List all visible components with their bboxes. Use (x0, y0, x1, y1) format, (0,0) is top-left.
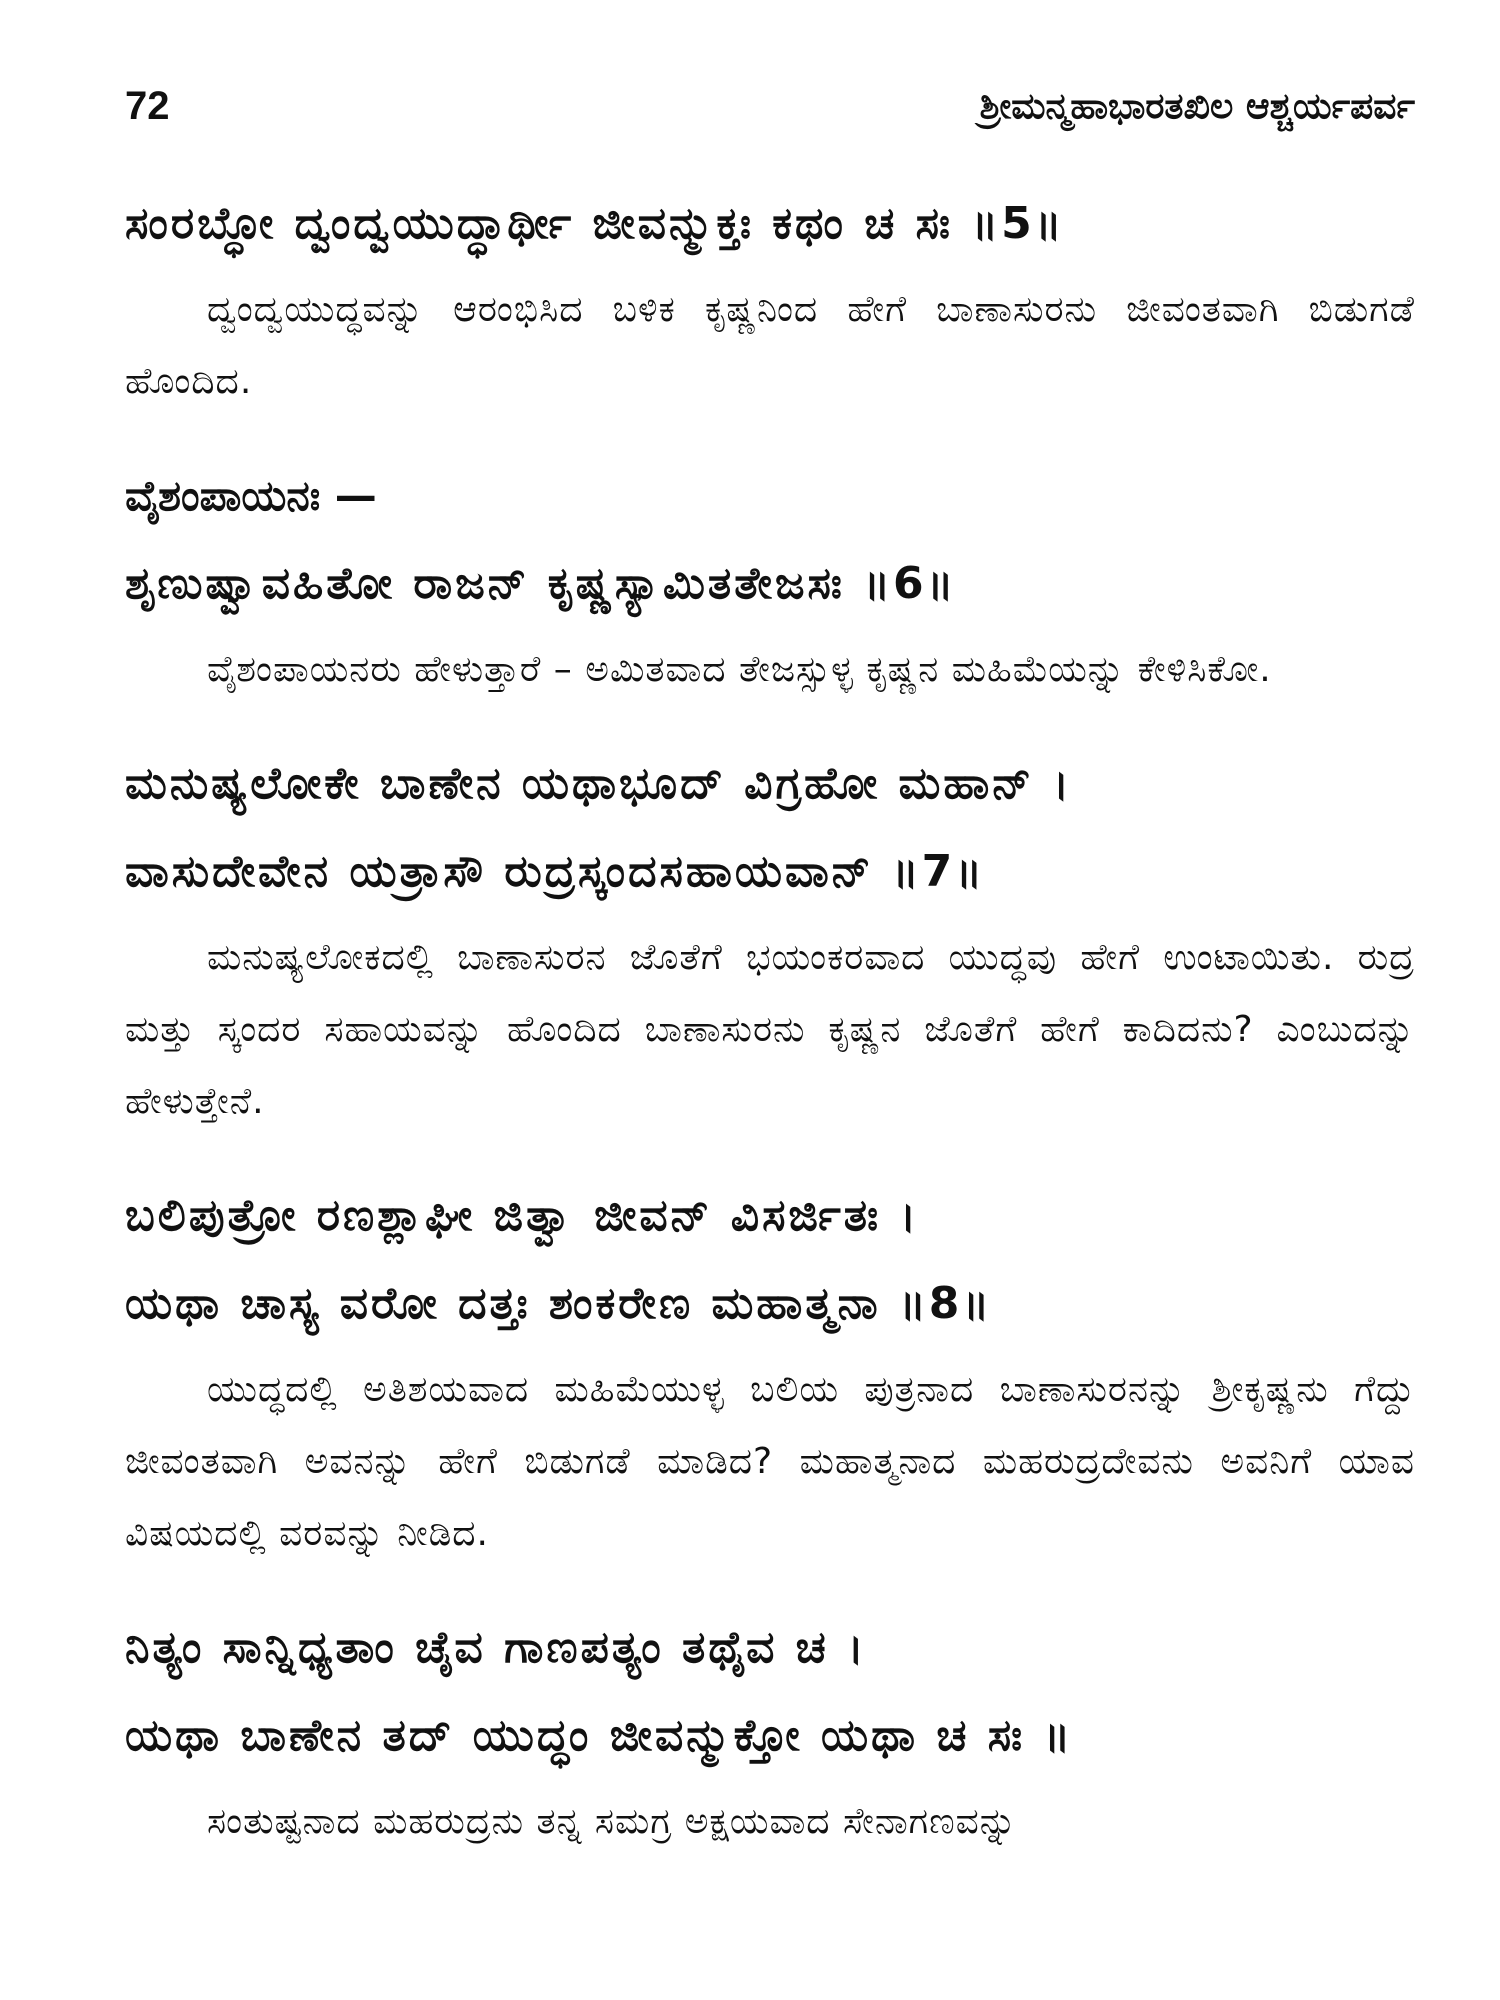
verse-7-line-2: ವಾಸುದೇವೇನ ಯತ್ರಾಸೌ ರುದ್ರಸ್ಕಂದಸಹಾಯವಾನ್ ॥7॥ (125, 846, 986, 897)
page-number: 72 (125, 84, 170, 128)
running-title: ಶ್ರೀಮನ್ಮಹಾಭಾರತಖಿಲ ಆಶ್ಚರ್ಯಪರ್ವ (979, 86, 1415, 127)
page-content (125, 180, 1415, 1892)
translation-6: ವೈಶಂಪಾಯನರು ಹೇಳುತ್ತಾರೆ – ಅಮಿತವಾದ ತೇಜಸ್ಸುಳ್ಳ ಕೃಷ್ಣನ ಮಹಿಮೆಯನ್ನು ಕೇಳಿಸಿಕೋ. (207, 649, 1272, 690)
translation-8: ಯುದ್ಧದಲ್ಲಿ ಅತಿಶಯವಾದ ಮಹಿಮೆಯುಳ್ಳ ಬಲಿಯ ಪುತ್ರನಾದ ಬಾಣಾಸುರನನ್ನು ಶ್ರೀಕೃಷ್ಣನು ಗೆದ್ದು ಜೀವಂತವಾಗಿ ಅವನನ್ನು ಹೇಗೆ ಬಿಡುಗಡೆ ಮಾಡಿದ? ಮಹಾತ್ಮನಾದ ಮಹರುದ್ರದೇವನು ಅವನಿಗೆ ಯಾವ ವಿಷಯದಲ್ಲಿ ವರವನ್ನು ನೀಡಿದ. (125, 1369, 1415, 1554)
verse-8-line-2: ಯಥಾ ಚಾಸ್ಯ ವರೋ ದತ್ತಃ ಶಂಕರೇಣ ಮಹಾತ್ಮನಾ ॥8॥ (125, 1278, 993, 1329)
verse-5: ಸಂರಬ್ಧೋ ದ್ವಂದ್ವಯುದ್ಧಾರ್ಥೀ ಜೀವನ್ಮುಕ್ತಃ ಕಥಂ ಚ ಸಃ ॥5॥ (125, 198, 1065, 249)
verse-9-line-2: ಯಥಾ ಬಾಣೇನ ತದ್ ಯುದ್ಧಂ ಜೀವನ್ಮುಕ್ತೋ ಯಥಾ ಚ ಸಃ ॥ (125, 1710, 1074, 1761)
verse-6: ಶೃಣುಷ್ವಾವಹಿತೋ ರಾಜನ್ ಕೃಷ್ಣಸ್ಯಾಮಿತತೇಜಸಃ ॥6॥ (125, 558, 957, 609)
page-header (125, 84, 1415, 144)
speaker-heading: ವೈಶಂಪಾಯನಃ — (125, 471, 377, 520)
verse-7-line-1: ಮನುಷ್ಯಲೋಕೇ ಬಾಣೇನ ಯಥಾಭೂದ್ ವಿಗ್ರಹೋ ಮಹಾನ್ । (125, 758, 1073, 809)
verse-9-line-1: ನಿತ್ಯಂ ಸಾನ್ನಿಧ್ಯತಾಂ ಚೈವ ಗಾಣಪತ್ಯಂ ತಥೈವ ಚ । (125, 1622, 867, 1673)
translation-5: ದ್ವಂದ್ವಯುದ್ಧವನ್ನು ಆರಂಭಿಸಿದ ಬಳಿಕ ಕೃಷ್ಣನಿಂದ ಹೇಗೆ ಬಾಣಾಸುರನು ಜೀವಂತವಾಗಿ ಬಿಡುಗಡೆ ಹೊಂದಿದ. (125, 289, 1415, 402)
translation-7: ಮನುಷ್ಯಲೋಕದಲ್ಲಿ ಬಾಣಾಸುರನ ಜೊತೆಗೆ ಭಯಂಕರವಾದ ಯುದ್ಧವು ಹೇಗೆ ಉಂಟಾಯಿತು. ರುದ್ರ ಮತ್ತು ಸ್ಕಂದರ ಸಹಾಯವನ್ನು ಹೊಂದಿದ ಬಾಣಾಸುರನು ಕೃಷ್ಣನ ಜೊತೆಗೆ ಹೇಗೆ ಕಾದಿದನು? ಎಂಬುದನ್ನು ಹೇಳುತ್ತೇನೆ. (125, 937, 1415, 1122)
translation-9: ಸಂತುಷ್ಟನಾದ ಮಹರುದ್ರನು ತನ್ನ ಸಮಗ್ರ ಅಕ್ಷಯವಾದ ಸೇನಾಗಣವನ್ನು (207, 1801, 1018, 1842)
verse-8-line-1: ಬಲಿಪುತ್ರೋ ರಣಶ್ಲಾಘೀ ಜಿತ್ವಾ ಜೀವನ್ ವಿಸರ್ಜಿತಃ । (125, 1190, 920, 1241)
